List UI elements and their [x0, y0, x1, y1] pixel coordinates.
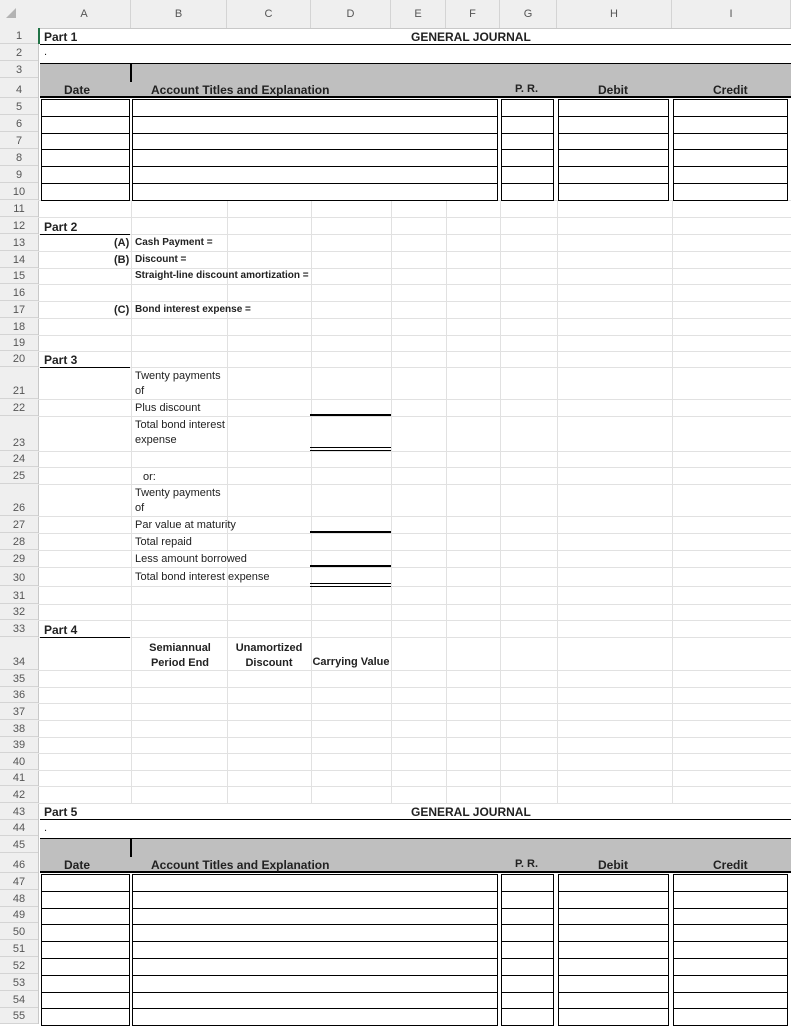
part2-straight-line: Straight-line discount amortization = [135, 270, 309, 281]
active-cell-indicator [38, 28, 40, 44]
row-header[interactable]: 3 [0, 61, 38, 78]
journal-entry-cell[interactable] [558, 924, 669, 942]
part3-less-borrowed: Less amount borrowed [135, 553, 247, 565]
part1-debit-header: Debit [598, 83, 628, 97]
part4-discount-header: Unamortized Discount [235, 642, 303, 669]
column-header-f[interactable]: F [446, 0, 500, 28]
part2-b-tag: (B) [114, 254, 130, 266]
part3-twenty-payments-2: Twenty payments of [135, 487, 221, 514]
journal-entry-cell[interactable] [558, 1008, 669, 1026]
journal-entry-cell[interactable] [501, 891, 554, 909]
row-header[interactable]: 14 [0, 251, 38, 268]
row-header[interactable]: 52 [0, 957, 38, 974]
row-header[interactable]: 45 [0, 836, 38, 853]
journal-entry-cell[interactable] [501, 116, 554, 134]
row-header[interactable]: 50 [0, 923, 38, 940]
row-header[interactable]: 40 [0, 753, 38, 770]
row-header[interactable]: 19 [0, 335, 38, 351]
journal-entry-cell[interactable] [132, 183, 498, 201]
row-header[interactable]: 24 [0, 451, 38, 467]
journal-entry-cell[interactable] [673, 992, 788, 1010]
part3-twenty-payments: Twenty payments of [135, 370, 221, 397]
part2-discount: Discount = [135, 254, 187, 265]
column-header-bar [0, 0, 791, 29]
part3-total-interest-2: Total bond interest expense [135, 571, 270, 583]
row-header[interactable]: 30 [0, 567, 38, 586]
journal-entry-cell[interactable] [501, 133, 554, 151]
part5-label: Part 5 [44, 805, 78, 819]
journal-entry-cell[interactable] [132, 116, 498, 134]
part1-title-rule [40, 44, 791, 45]
row-header[interactable]: 32 [0, 604, 38, 620]
journal-entry-cell[interactable] [132, 166, 498, 184]
row-header[interactable]: 34 [0, 637, 38, 670]
journal-entry-cell[interactable] [501, 166, 554, 184]
row-header[interactable]: 26 [0, 484, 38, 516]
journal-entry-cell[interactable] [501, 1008, 554, 1026]
row-header[interactable]: 54 [0, 991, 38, 1008]
journal-entry-cell[interactable] [41, 116, 130, 134]
journal-entry-cell[interactable] [132, 149, 498, 167]
row-header[interactable]: 12 [0, 217, 38, 234]
part2-c-tag: (C) [114, 304, 130, 316]
journal-entry-cell[interactable] [558, 166, 669, 184]
journal-entry-cell[interactable] [41, 149, 130, 167]
journal-entry-cell[interactable] [41, 975, 130, 993]
part3-par-value: Par value at maturity [135, 519, 236, 531]
journal-entry-cell[interactable] [41, 924, 130, 942]
journal-entry-cell[interactable] [501, 99, 554, 117]
journal-entry-cell[interactable] [673, 183, 788, 201]
journal-entry-cell[interactable] [558, 975, 669, 993]
part3-label: Part 3 [44, 353, 78, 367]
journal-entry-cell[interactable] [501, 874, 554, 892]
row-header[interactable]: 41 [0, 770, 38, 786]
row-header[interactable]: 46 [0, 853, 38, 873]
journal-entry-cell[interactable] [132, 99, 498, 117]
part4-period-header: Semiannual Period End [149, 642, 211, 669]
journal-entry-cell[interactable] [673, 99, 788, 117]
row-header[interactable]: 48 [0, 890, 38, 907]
journal-entry-cell[interactable] [132, 975, 498, 993]
journal-entry-cell[interactable] [41, 941, 130, 959]
row-header[interactable]: 31 [0, 586, 38, 604]
journal-entry-cell[interactable] [41, 874, 130, 892]
column-header-a[interactable]: A [38, 0, 131, 28]
row-header[interactable]: 33 [0, 620, 38, 637]
journal-entry-cell[interactable] [132, 992, 498, 1010]
row-header[interactable]: 2 [0, 44, 38, 61]
part1-pr-header: P. R. [515, 83, 539, 95]
part5-debit-header: Debit [598, 858, 628, 872]
part5-account-header: Account Titles and Explanation [151, 858, 330, 872]
journal-entry-cell[interactable] [558, 891, 669, 909]
part2-label: Part 2 [44, 220, 78, 234]
journal-entry-cell[interactable] [41, 133, 130, 151]
journal-entry-cell[interactable] [501, 958, 554, 976]
journal-entry-cell[interactable] [558, 116, 669, 134]
row-header[interactable]: 22 [0, 399, 38, 416]
column-header-i[interactable]: I [672, 0, 791, 28]
journal-entry-cell[interactable] [41, 1008, 130, 1026]
part1-dot: . [44, 46, 48, 58]
row-header[interactable]: 20 [0, 351, 38, 367]
part5-pr-header: P. R. [515, 858, 539, 870]
journal-entry-cell[interactable] [132, 133, 498, 151]
journal-entry-cell[interactable] [41, 908, 130, 926]
column-header-e[interactable]: E [391, 0, 446, 28]
row-header[interactable]: 21 [0, 367, 38, 399]
row-header[interactable]: 49 [0, 907, 38, 923]
row-header[interactable]: 9 [0, 166, 38, 183]
column-header-h[interactable]: H [557, 0, 672, 28]
row-header[interactable]: 7 [0, 132, 38, 149]
part1-label: Part 1 [44, 30, 78, 44]
journal-entry-cell[interactable] [132, 958, 498, 976]
row-header[interactable]: 4 [0, 78, 38, 98]
row-header[interactable]: 1 [0, 28, 38, 44]
journal-entry-cell[interactable] [132, 1008, 498, 1026]
part2-cash-payment: Cash Payment = [135, 237, 213, 248]
part1-credit-header: Credit [713, 83, 748, 97]
journal-entry-cell[interactable] [558, 958, 669, 976]
select-all-corner[interactable] [6, 8, 16, 18]
journal-entry-cell[interactable] [673, 149, 788, 167]
row-header[interactable]: 37 [0, 703, 38, 720]
journal-entry-cell[interactable] [132, 908, 498, 926]
column-header-b[interactable]: B [131, 0, 227, 28]
row-header[interactable]: 36 [0, 687, 38, 703]
row-header[interactable]: 10 [0, 183, 38, 200]
column-header-d[interactable]: D [311, 0, 391, 28]
journal-entry-cell[interactable] [132, 891, 498, 909]
journal-entry-cell[interactable] [41, 99, 130, 117]
journal-entry-cell[interactable] [673, 908, 788, 926]
row-header[interactable]: 51 [0, 940, 38, 957]
row-header[interactable]: 18 [0, 318, 38, 335]
row-header[interactable]: 17 [0, 301, 38, 318]
part4-label: Part 4 [44, 623, 78, 637]
journal-entry-cell[interactable] [132, 924, 498, 942]
journal-entry-cell[interactable] [673, 874, 788, 892]
row-header[interactable]: 8 [0, 149, 38, 166]
row-header[interactable]: 27 [0, 516, 38, 533]
part5-date-header: Date [64, 858, 91, 872]
part5-journal-title: GENERAL JOURNAL [411, 805, 531, 819]
part5-credit-header: Credit [713, 858, 748, 872]
part3-or: or: [143, 471, 156, 483]
journal-entry-cell[interactable] [558, 183, 669, 201]
journal-entry-cell[interactable] [501, 908, 554, 926]
journal-entry-cell[interactable] [132, 874, 498, 892]
row-header[interactable]: 23 [0, 416, 38, 451]
row-header[interactable]: 43 [0, 803, 38, 820]
journal-entry-cell[interactable] [501, 149, 554, 167]
part3-plus-discount: Plus discount [135, 402, 201, 414]
row-header[interactable]: 38 [0, 720, 38, 737]
journal-entry-cell[interactable] [673, 891, 788, 909]
row-header[interactable]: 47 [0, 873, 38, 890]
journal-entry-cell[interactable] [558, 133, 669, 151]
column-header-c[interactable]: C [227, 0, 311, 28]
part4-carrying-header: Carrying Value [312, 656, 390, 668]
journal-entry-cell[interactable] [673, 133, 788, 151]
journal-entry-cell[interactable] [41, 166, 130, 184]
journal-entry-cell[interactable] [558, 874, 669, 892]
part5-title-rule [40, 819, 791, 820]
journal-entry-cell[interactable] [501, 183, 554, 201]
row-header[interactable]: 42 [0, 786, 38, 803]
journal-entry-cell[interactable] [41, 183, 130, 201]
journal-entry-cell[interactable] [673, 1008, 788, 1026]
row-header[interactable]: 39 [0, 737, 38, 753]
part2-interest-expense: Bond interest expense = [135, 304, 251, 315]
journal-entry-cell[interactable] [673, 166, 788, 184]
column-header-g[interactable]: G [500, 0, 557, 28]
journal-entry-cell[interactable] [673, 975, 788, 993]
journal-entry-cell[interactable] [558, 992, 669, 1010]
row-header[interactable]: 15 [0, 268, 38, 284]
journal-entry-cell[interactable] [673, 941, 788, 959]
row-header[interactable]: 13 [0, 234, 38, 251]
journal-entry-cell[interactable] [41, 891, 130, 909]
journal-entry-cell[interactable] [673, 958, 788, 976]
row-header[interactable]: 53 [0, 974, 38, 991]
row-header[interactable]: 55 [0, 1008, 38, 1024]
part1-date-header: Date [64, 83, 91, 97]
part3-total-repaid: Total repaid [135, 536, 192, 548]
part1-account-header: Account Titles and Explanation [151, 83, 330, 97]
row-header[interactable]: 6 [0, 115, 38, 132]
journal-entry-cell[interactable] [558, 941, 669, 959]
row-header[interactable]: 35 [0, 670, 38, 687]
journal-entry-cell[interactable] [41, 958, 130, 976]
journal-entry-cell[interactable] [41, 992, 130, 1010]
journal-entry-cell[interactable] [501, 924, 554, 942]
row-header[interactable]: 29 [0, 550, 38, 567]
journal-entry-cell[interactable] [558, 99, 669, 117]
row-header[interactable]: 5 [0, 98, 38, 115]
journal-entry-cell[interactable] [673, 924, 788, 942]
journal-entry-cell[interactable] [501, 941, 554, 959]
row-header[interactable]: 44 [0, 820, 38, 836]
row-header[interactable]: 11 [0, 200, 38, 217]
journal-entry-cell[interactable] [132, 941, 498, 959]
part5-dot: . [44, 822, 48, 834]
journal-entry-cell[interactable] [501, 975, 554, 993]
row-header[interactable]: 28 [0, 533, 38, 550]
journal-entry-cell[interactable] [673, 116, 788, 134]
journal-entry-cell[interactable] [558, 908, 669, 926]
journal-entry-cell[interactable] [501, 992, 554, 1010]
part1-journal-title: GENERAL JOURNAL [411, 30, 531, 44]
row-header[interactable]: 16 [0, 284, 38, 301]
row-header[interactable]: 25 [0, 467, 38, 484]
journal-entry-cell[interactable] [558, 149, 669, 167]
part3-total-interest: Total bond interest expense [135, 419, 225, 446]
part2-a-tag: (A) [114, 237, 130, 249]
